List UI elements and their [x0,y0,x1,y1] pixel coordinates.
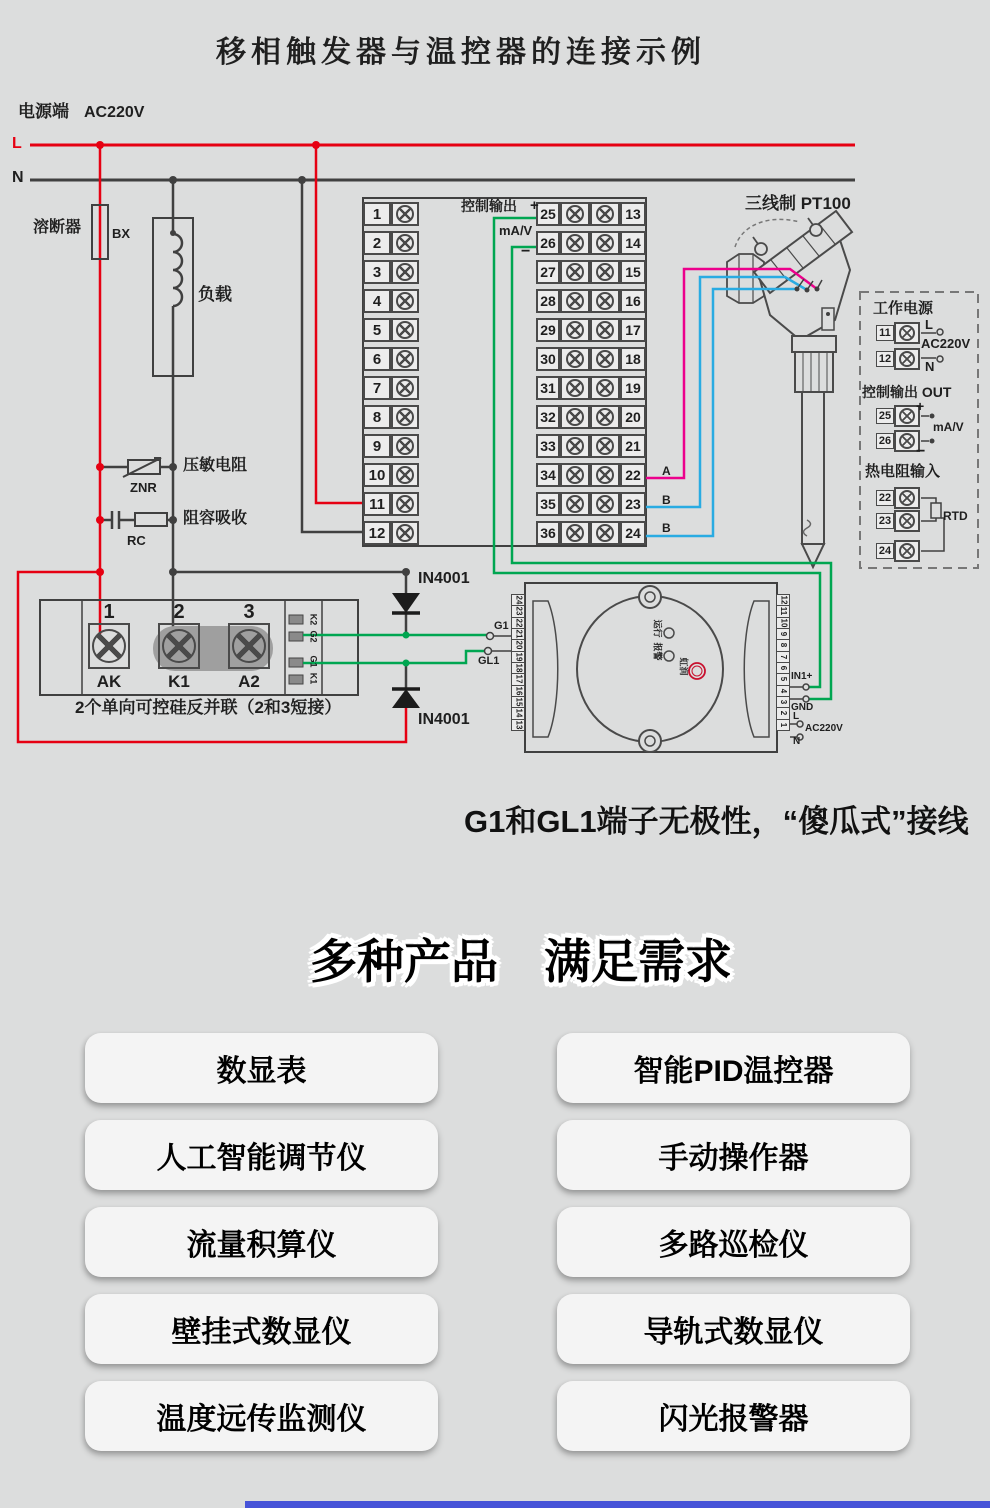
control-output-label: 控制输出 [461,198,517,214]
panel-neutral-label: N [925,359,935,374]
scr-terminal: 2 K1 [158,601,200,692]
wire-a-label: A [662,464,671,478]
trigger-left-strip: 24 23 22 21 20 19 18 17 16 15 14 13 [511,595,525,731]
panel-out-terminals: 25 26 [876,405,920,455]
terminal-row: 29 17 [536,318,646,342]
diode-bottom-icon [392,689,420,708]
products-heading [310,925,732,992]
unit-label: mA/V [499,223,533,238]
screw-terminal-icon [396,350,414,368]
controller-left-terminal-column [363,202,419,550]
screw-terminal-icon [596,263,614,281]
trigger-right-strip: 12 11 10 9 8 7 6 5 4 3 2 1 [776,595,790,731]
screw-terminal-icon [596,321,614,339]
varistor-symbol [123,458,161,477]
screw-terminal-icon [566,466,584,484]
product-button[interactable]: 温度远传监测仪 [85,1381,438,1451]
scr-side-terminal-labels: K2 G2 G1 K1 [308,613,319,685]
trigger-neutral-label: N [793,736,801,747]
alarm-led [664,651,674,661]
scr-terminal: 3 A2 [228,601,270,692]
bottom-banner-edge [245,1501,990,1508]
right-terminal-number: 15 [620,260,646,284]
screw-terminal-icon [596,205,614,223]
panel-power-terminals: 11 12 [876,322,920,374]
screw-terminal-icon [396,437,414,455]
screw-terminal-icon [899,513,915,529]
terminal-row: 31 19 [536,376,646,400]
screw-terminal-icon [566,350,584,368]
screw-terminal-icon [566,263,584,281]
product-button[interactable]: 手动操作器 [557,1120,910,1190]
screw-terminal-icon [566,321,584,339]
panel-minus-label: − [916,443,926,460]
screw-terminal-icon [596,524,614,542]
right-terminal-number: 18 [620,347,646,371]
screw-terminal-icon [566,379,584,397]
g1-label: G1 [494,620,509,632]
screw-terminal-icon [566,292,584,310]
terminal-row: 9 [363,434,419,458]
screw-terminal-icon [596,234,614,252]
trigger-supply-label: AC220V [805,723,843,734]
load-label: 负载 [198,285,232,304]
wiring-note: G1和GL1端子无极性，“傻瓜式”接线 [464,804,969,839]
screw-terminal-icon [596,408,614,426]
power-terminal-label: 电源端 [18,102,69,121]
screw-terminal-icon [396,495,414,513]
power-voltage-label: AC220V [84,104,145,121]
screw-terminal-icon [596,350,614,368]
screw-terminal-icon [566,408,584,426]
power-lines [30,145,855,180]
screw-terminal-icon [566,437,584,455]
terminal-row: 34 22 [536,463,646,487]
product-button[interactable]: 壁挂式数显仪 [85,1294,438,1364]
product-button[interactable]: 流量积算仪 [85,1207,438,1277]
screw-terminal-icon [899,490,915,506]
screw-terminal-icon [596,292,614,310]
rc-snubber-symbol [112,511,167,529]
run-led [664,628,674,638]
terminal-row: 35 23 [536,492,646,516]
scr-caption: 2个单向可控硅反并联（2和3短接） [75,698,342,717]
heading-right: 满足需求 [544,935,732,988]
pt100-label: 三线制 PT100 [745,194,851,213]
product-button[interactable]: 多路巡检仪 [557,1207,910,1277]
right-terminal-number: 13 [620,202,646,226]
terminal-row: 28 16 [536,289,646,313]
terminal-row: 4 [363,289,419,313]
alarm-label: 报警 [652,642,663,661]
brand-logo-icon [689,663,705,679]
trigger-module-outline [525,583,777,752]
rc-label: 阻容吸收 [183,510,248,527]
scr-module-terminals [88,601,270,692]
screw-terminal-icon [396,292,414,310]
screw-terminal-icon [899,325,915,341]
brand-label: 虹润 [678,657,689,676]
screw-terminal-icon [566,495,584,513]
screw-terminal-icon [92,629,126,663]
panel-power-title: 工作电源 [873,300,934,317]
screw-terminal-icon [596,466,614,484]
panel-live-label: L [925,317,933,332]
screw-terminal-icon [396,205,414,223]
screw-terminal-icon [162,629,196,663]
screw-terminal-icon [396,408,414,426]
varistor-label: 压敏电阻 [183,457,248,474]
terminal-row: 33 21 [536,434,646,458]
plus-label: + [530,197,539,214]
panel-rtd-terminals: 22 23 24 [876,487,920,562]
product-button[interactable]: 人工智能调节仪 [85,1120,438,1190]
rtd-label: RTD [943,509,968,523]
pt100-probe [727,211,852,567]
panel-supply-label: AC220V [921,336,971,351]
product-buttons [85,1033,910,1451]
right-terminal-number: 24 [620,521,646,545]
diode-top-label: IN4001 [418,570,470,587]
screw-terminal-icon [596,437,614,455]
panel-rtd-title: 热电阻输入 [865,463,941,480]
terminal-row: 25 13 [536,202,646,226]
screw-terminal-icon [396,379,414,397]
terminal-row: 11 [363,492,419,516]
right-terminal-number: 19 [620,376,646,400]
right-terminal-number: 14 [620,231,646,255]
minus-label: − [521,243,531,260]
rc-code-label: RC [127,533,146,548]
wire-b1-label: B [662,493,671,507]
terminal-row: 36 24 [536,521,646,545]
screw-terminal-icon [566,234,584,252]
screw-terminal-icon [396,524,414,542]
trigger-live-label: L [793,711,800,722]
terminal-row: 27 15 [536,260,646,284]
terminal-row: 10 [363,463,419,487]
run-label: 运行 [652,619,663,638]
terminal-row: 8 [363,405,419,429]
panel-plus-label: + [916,398,925,414]
terminal-row: 3 [363,260,419,284]
screw-terminal-icon [899,543,915,559]
right-terminal-number: 16 [620,289,646,313]
scr-terminal: 1 AK [88,601,130,692]
terminal-row: 30 18 [536,347,646,371]
varistor-code-label: ZNR [130,480,157,495]
screw-terminal-icon [596,495,614,513]
right-terminal-number: 22 [620,463,646,487]
screw-terminal-icon [566,205,584,223]
wire-b2-label: B [662,521,671,535]
product-button[interactable]: 导轨式数显仪 [557,1294,910,1364]
gl1-label: GL1 [478,655,500,667]
gnd-label: GND [791,702,814,713]
page-title: 移相触发器与温控器的连接示例 [216,36,706,69]
screw-terminal-icon [899,433,915,449]
screw-terminal-icon [566,524,584,542]
screw-terminal-icon [396,321,414,339]
right-terminal-number: 21 [620,434,646,458]
terminal-row: 1 [363,202,419,226]
terminal-row: 6 [363,347,419,371]
in1-label: IN1+ [791,671,813,682]
panel-unit-label: mA/V [933,420,964,434]
diode-top-icon [392,593,420,613]
diode-bottom-label: IN4001 [418,711,470,728]
screw-terminal-icon [396,234,414,252]
terminal-row: 7 [363,376,419,400]
terminal-row: 2 [363,231,419,255]
product-button[interactable]: 闪光报警器 [557,1381,910,1451]
screw-terminal-icon [396,263,414,281]
controller-output-terminal-columns [536,202,646,550]
terminal-row: 26 14 [536,231,646,255]
neutral-line-label: N [12,169,24,186]
screw-terminal-icon [899,351,915,367]
product-button[interactable]: 智能PID温控器 [557,1033,910,1103]
screw-terminal-icon [899,408,915,424]
terminal-row: 5 [363,318,419,342]
terminal-row: 32 20 [536,405,646,429]
heading-left: 多种产品 [310,935,498,988]
fuse-code-label: BX [112,226,131,241]
panel-out-title: 控制输出 OUT [862,384,952,400]
live-line-label: L [12,135,22,152]
product-button[interactable]: 数显表 [85,1033,438,1103]
screw-terminal-icon [396,466,414,484]
fuse-label: 溶断器 [33,219,82,236]
screw-terminal-icon [596,379,614,397]
right-terminal-number: 23 [620,492,646,516]
screw-terminal-icon [232,629,266,663]
terminal-row: 12 [363,521,419,545]
right-terminal-number: 20 [620,405,646,429]
right-terminal-number: 17 [620,318,646,342]
